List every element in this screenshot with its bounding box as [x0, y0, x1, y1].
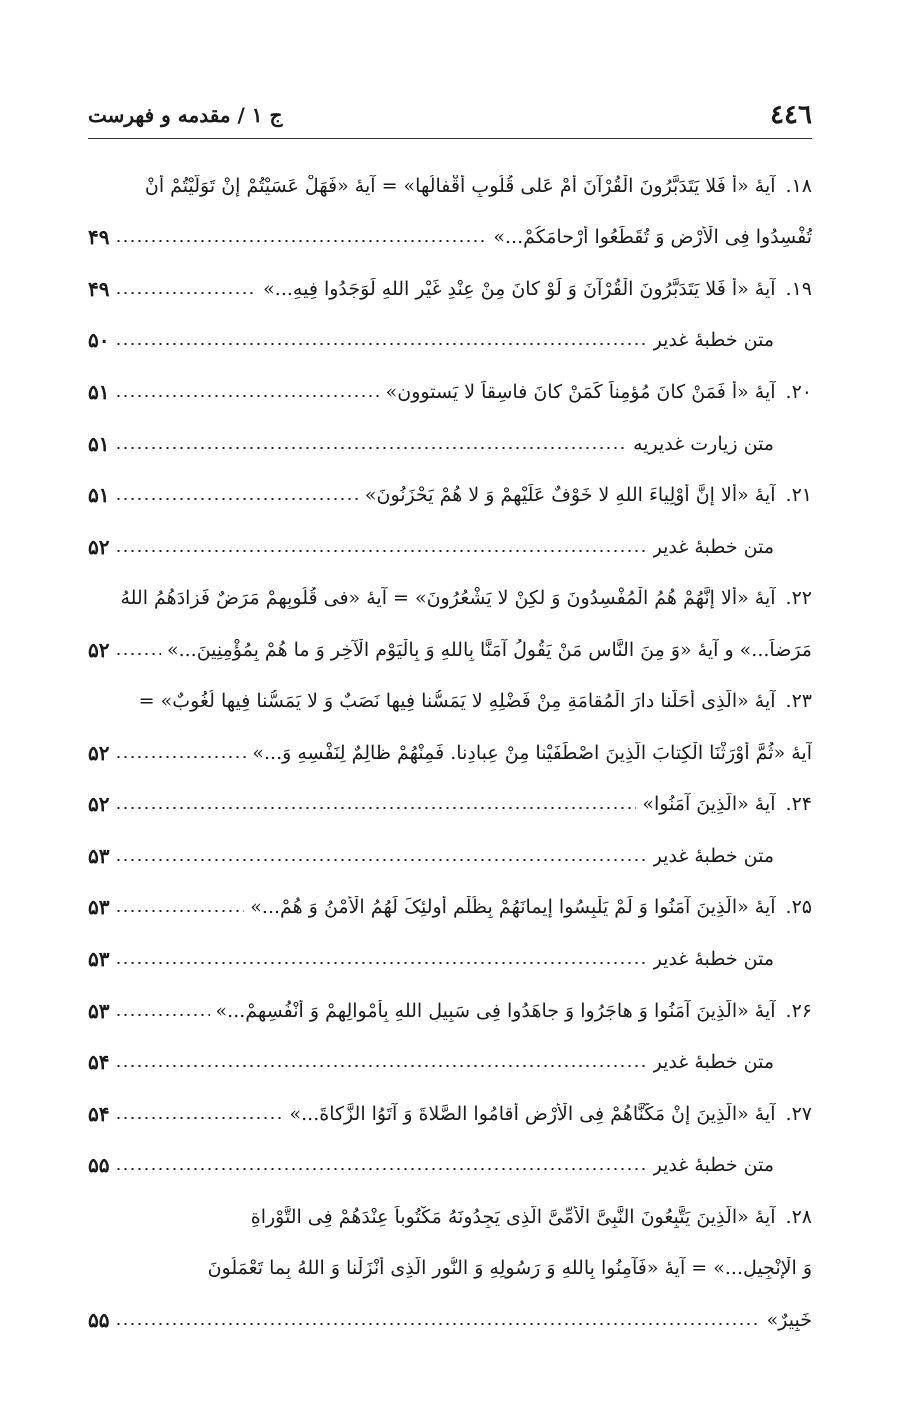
- entry-text: آیهٔ «الَّذِی أَحَلَّنا دارَ الْمُقامَةِ مِنْ فَضْلِهِ لا یَمَسُّنا فِیها نَصَبٌ وَ لا یَمَسُّنا فِیها لُغُوبٌ» =: [138, 690, 776, 713]
- toc-line: [88, 779, 812, 831]
- entry-page-number: ۵۲: [88, 740, 110, 765]
- dot-leader: [115, 1323, 760, 1325]
- dot-leader: [115, 1065, 646, 1067]
- dot-leader: [115, 859, 646, 861]
- toc-line: [88, 1139, 812, 1191]
- entry-page-number: ۵۲: [88, 637, 110, 662]
- entry-page-number: ۵۳: [88, 946, 110, 971]
- entry-page-number: ۵۳: [88, 843, 110, 868]
- toc-line: [88, 160, 812, 212]
- dot-leader: [115, 653, 160, 655]
- entry-number: ۲۰.: [785, 380, 812, 403]
- dot-leader: [115, 447, 627, 449]
- page-number: ٤٤٦: [770, 100, 812, 130]
- entry-page-number: ۵۱: [88, 483, 110, 508]
- dot-leader: [115, 1117, 283, 1119]
- entry-page-number: ۵۴: [88, 1101, 110, 1126]
- entry-text: آیهٔ «الَّذِینَ آمَنُوا وَ هاجَرُوا وَ جاهَدُوا فِی سَبِیلِ اللهِ بِأَمْوالِهِمْ وَ أَنْفُسِهِمْ...»: [215, 999, 776, 1022]
- entry-page-number: ۵۴: [88, 1050, 110, 1075]
- toc-line: [88, 985, 812, 1037]
- entry-page-number: ۵۰: [88, 328, 110, 353]
- entry-text: خَبِیرٌ»: [766, 1308, 812, 1331]
- entry-text: آیهٔ «أَ فَمَنْ کانَ مُؤمِناً کَمَنْ کانَ فاسِقاً لا یَستوون»: [385, 380, 776, 403]
- entry-text: آیهٔ «ثُمَّ أَوْرَثْنَا الْکِتابَ الَّذِینَ اصْطَفَیْنا مِنْ عِبادِنا. فَمِنْهُمْ ظالِمٌ لِنَفْسِهِ وَ...»: [252, 741, 812, 764]
- toc-line: [88, 1294, 812, 1346]
- entry-text: آیهٔ «الَّذِینَ آمَنُوا»: [642, 793, 776, 816]
- toc-line: [88, 1088, 812, 1140]
- table-of-contents: [88, 160, 812, 1346]
- entry-page-number: ۵۳: [88, 895, 110, 920]
- entry-text: آیهٔ «أَلا إِنَّ أَوْلِیاءَ اللهِ لا خَوْفٌ عَلَیْهِمْ وَ لا هُمْ یَحْزَنُونَ»: [364, 484, 776, 507]
- entry-number: ۲۷.: [785, 1102, 812, 1125]
- entry-number: ۲۸.: [785, 1205, 812, 1228]
- entry-text: آیهٔ «أَ فَلا یَتَدَبَّرُونَ الْقُرْآنَ وَ لَوْ کانَ مِنْ عِنْدِ غَیْرِ اللهِ لَوَجَدُوا فِیهِ...»: [263, 277, 776, 300]
- entry-page-number: ۵۲: [88, 534, 110, 559]
- toc-line: [88, 366, 812, 418]
- entry-page-number: ۴۹: [88, 225, 110, 250]
- entry-text: وَ الْإِنْجِیلِ...» = آیهٔ «فَآمِنُوا بِاللهِ وَ رَسُولِهِ وَ النُّورِ الَّذِی أَنْزَلْنا وَ اللهُ بِما تَعْمَلُونَ: [207, 1257, 812, 1280]
- toc-line: [88, 727, 812, 779]
- toc-line: [88, 675, 812, 727]
- toc-line: [88, 212, 812, 264]
- toc-line: [88, 882, 812, 934]
- dot-leader: [115, 756, 246, 758]
- entry-page-number: ۴۹: [88, 276, 110, 301]
- toc-line: [88, 572, 812, 624]
- dot-leader: [115, 962, 646, 964]
- entry-number: ۱۸.: [785, 174, 812, 197]
- entry-page-number: ۵۳: [88, 998, 110, 1023]
- toc-line: [88, 263, 812, 315]
- toc-line: [88, 1191, 812, 1243]
- entry-number: ۲۵.: [785, 896, 812, 919]
- entry-page-number: ۵۱: [88, 431, 110, 456]
- entry-number: ۲۲.: [785, 587, 812, 610]
- toc-line: [88, 315, 812, 367]
- dot-leader: [115, 343, 646, 345]
- entry-text: آیهٔ «أَلا إِنَّهُمْ هُمُ الْمُفْسِدُونَ وَ لکِنْ لا یَشْعُرُونَ» = آیهٔ «فی قُلُوبِهِمْ مَرَضٌ فَزادَهُمُ اللهُ: [120, 587, 776, 610]
- running-title: ج ۱ / مقدمه و فهرست: [88, 103, 283, 127]
- dot-leader: [115, 240, 487, 242]
- sub-entry-text: متن خطبهٔ غدیر: [652, 844, 774, 867]
- sub-entry-text: متن خطبهٔ غدیر: [652, 535, 774, 558]
- entry-number: ۲۴.: [785, 793, 812, 816]
- dot-leader: [115, 1014, 209, 1016]
- toc-line: [88, 933, 812, 985]
- entry-text: تُفْسِدُوا فِی الْأَرْضِ وَ تُقَطِّعُوا أَرْحامَکُمْ...»: [493, 226, 812, 249]
- dot-leader: [115, 395, 379, 397]
- entry-number: ۲۶.: [785, 999, 812, 1022]
- entry-text: آیهٔ «الَّذِینَ آمَنُوا وَ لَمْ یَلْبِسُوا إِیمانَهُمْ بِظُلْمٍ أُولئِکَ لَهُمُ الْأَمْنُ وَ هُمْ...»: [250, 896, 776, 919]
- sub-entry-text: متن خطبهٔ غدیر: [652, 1154, 774, 1177]
- entry-page-number: ۵۵: [88, 1307, 110, 1332]
- dot-leader: [115, 498, 358, 500]
- toc-line: [88, 624, 812, 676]
- toc-line: [88, 521, 812, 573]
- entry-number: ۱۹.: [785, 277, 812, 300]
- entry-number: ۲۱.: [785, 484, 812, 507]
- entry-text: مَرَضاً...» و آیهٔ «وَ مِنَ النَّاسِ مَنْ یَقُولُ آمَنَّا بِاللهِ وَ بِالْیَوْمِ الْآخِرِ وَ ما هُمْ بِمُؤْمِنِینَ...»: [166, 638, 812, 661]
- entry-number: ۲۳.: [785, 690, 812, 713]
- dot-leader: [115, 1168, 646, 1170]
- toc-line: [88, 830, 812, 882]
- entry-page-number: ۵۵: [88, 1153, 110, 1178]
- dot-leader: [115, 550, 646, 552]
- toc-line: [88, 1036, 812, 1088]
- entry-text: آیهٔ «أَ فَلا یَتَدَبَّرُونَ الْقُرْآنَ أَمْ عَلی قُلُوبٍ أَقْفالُها» = آیهٔ «فَهَلْ عَسَیْتُمْ إِنْ تَوَلَّیْتُمْ أَنْ: [144, 174, 776, 197]
- toc-line: [88, 1242, 812, 1294]
- sub-entry-text: متن خطبهٔ غدیر: [652, 329, 774, 352]
- entry-page-number: ۵۱: [88, 379, 110, 404]
- toc-line: [88, 418, 812, 470]
- dot-leader: [115, 292, 257, 294]
- sub-entry-text: متن خطبهٔ غدیر: [652, 1051, 774, 1074]
- dot-leader: [115, 910, 244, 912]
- entry-page-number: ۵۲: [88, 792, 110, 817]
- sub-entry-text: متن خطبهٔ غدیر: [652, 947, 774, 970]
- toc-line: [88, 469, 812, 521]
- entry-text: آیهٔ «الَّذِینَ إِنْ مَکَّنَّاهُمْ فِی الْأَرْضِ أَقامُوا الصَّلاةَ وَ آتَوُا الزَّکاةَ...»: [289, 1102, 776, 1125]
- page-header: [88, 92, 812, 139]
- entry-text: آیهٔ «الَّذِینَ یَتَّبِعُونَ النَّبِیَّ الْأُمِّیَّ الَّذِی یَجِدُونَهُ مَکْتُوباً عِنْدَهُمْ فِی التَّوْراةِ: [250, 1205, 776, 1228]
- dot-leader: [115, 807, 636, 809]
- sub-entry-text: متن زیارت غدیریه: [633, 432, 774, 455]
